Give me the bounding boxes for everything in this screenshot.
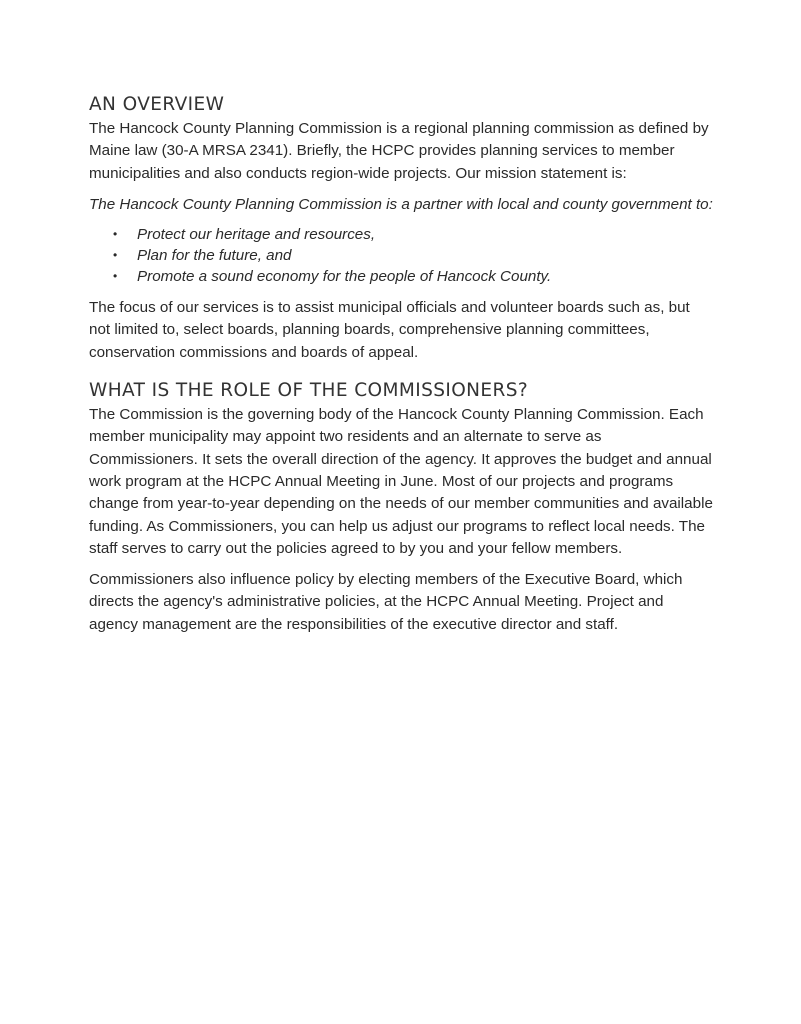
overview-heading: AN OVERVIEW (89, 94, 225, 115)
mission-list-item (89, 266, 714, 287)
overview-paragraph: The Hancock County Planning Commission is a regional planning commission as defined by Maine law (30-A MRSA 2341). Briefly, the HCPC provides planning services to member municipalities and also conducts region-wide projects. Our mission statement is: (89, 120, 709, 182)
mission-item-text: Promote a sound economy for the people of Hancock County. (137, 268, 552, 286)
mission-list-item (89, 245, 714, 266)
mission-item-text: Protect our heritage and resources, (137, 226, 376, 244)
mission-statement: The Hancock County Planning Commission is a partner with local and county government to: (89, 195, 713, 213)
commissioners-role-heading: WHAT IS THE ROLE OF THE COMMISSIONERS? (89, 380, 529, 402)
mission-list-item (89, 224, 714, 245)
services-focus-paragraph: The focus of our services is to assist municipal officials and volunteer boards such as, but not limited to, select boards, planning boards, comprehensive planning committees, conservation commissions and boards of appeal. (89, 299, 690, 361)
document-page (89, 92, 714, 645)
bullet-icon: • (113, 248, 118, 263)
mission-list (89, 224, 714, 287)
commission-role-paragraph: The Commission is the governing body of the Hancock County Planning Commission. Each member municipality may appoint two residents and an alternate to serve as Commissioners. It sets the overall direction of the agency. It approves the budget and annual work program at the HCPC Annual Meeting in June. Most of our projects and programs change from year-to-year depending on the needs of our member communities and available funding. As Commissioners, you can help us adjust our programs to reflect local needs. The staff serves to carry out the policies agreed to by you and your fellow members. (89, 406, 713, 557)
executive-board-paragraph: Commissioners also influence policy by electing members of the Executive Board, which directs the agency's administrative policies, at the HCPC Annual Meeting. Project and agency management are the responsibilities of the executive director and staff. (89, 571, 683, 633)
mission-item-text: Plan for the future, and (137, 247, 292, 265)
bullet-icon: • (113, 269, 118, 284)
bullet-icon: • (113, 227, 118, 242)
